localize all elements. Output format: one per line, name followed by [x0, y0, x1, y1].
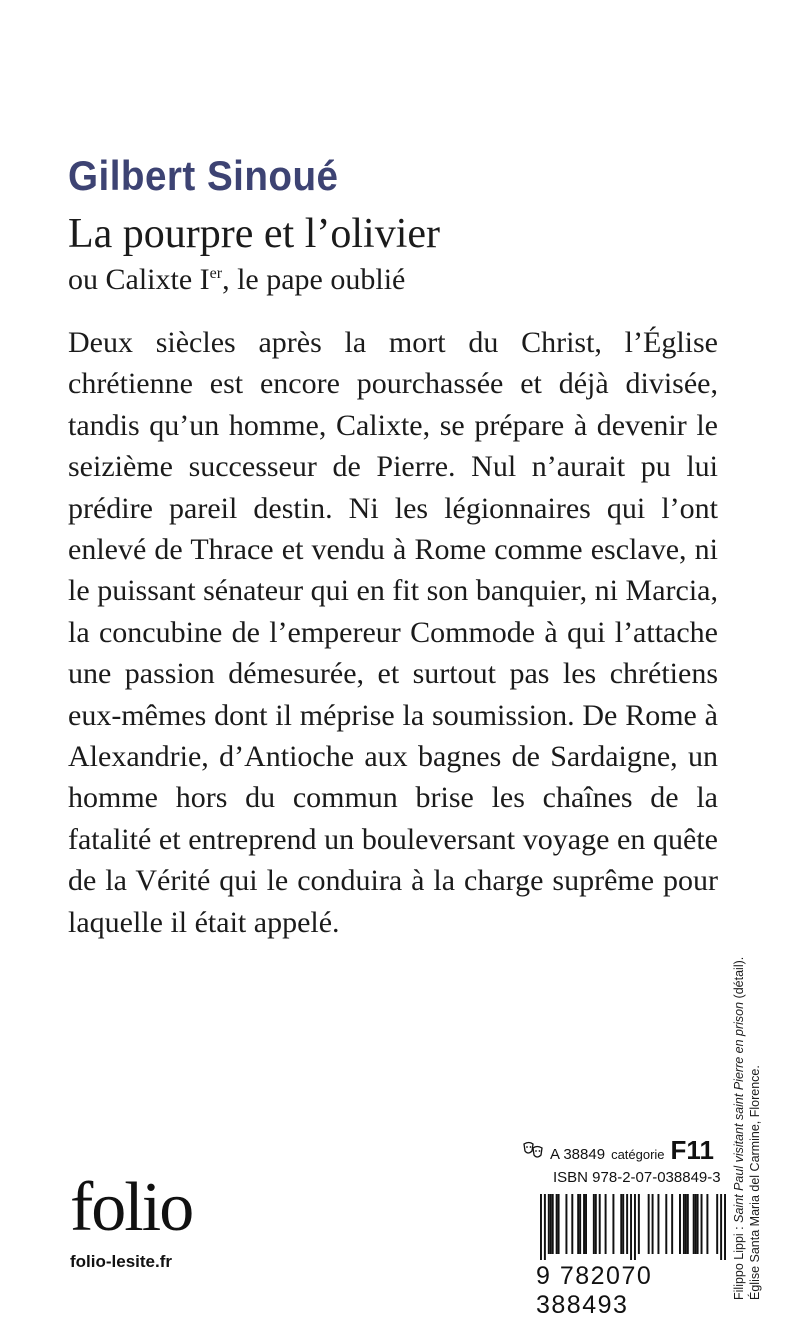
- credit-detail: (détail).: [732, 956, 746, 1002]
- subtitle-prefix: ou Calixte I: [68, 263, 210, 296]
- barcode-bar: [593, 1194, 595, 1254]
- barcode-bar: [720, 1194, 722, 1260]
- barcode-bar: [620, 1194, 622, 1254]
- barcode-bar: [544, 1194, 546, 1260]
- barcode-bar: [701, 1194, 703, 1254]
- barcode-bar: [685, 1194, 687, 1254]
- author-name: Gilbert Sinoué: [68, 152, 339, 199]
- barcode-bar: [716, 1194, 718, 1254]
- category-label: catégorie: [611, 1147, 665, 1162]
- barcode-bar: [550, 1194, 552, 1254]
- book-subtitle: [68, 263, 405, 297]
- theatre-masks-icon: [522, 1140, 544, 1160]
- back-cover-blurb: Deux siècles après la mort du Christ, l’Église chrétienne est encore pourchassée et déjà divisée, tandis qu’un homme, Calixte, se prépare à devenir le seizième successeur de Pierre. Nul n’aurait pu lui prédire pareil destin. Ni les légionnaires qui l’ont enlevé de Thrace et vendu à Rome comme esclave, ni le puissant sénateur qui en fit son banquier, ni Marcia, la concubine de l’empereur Commode à qui l’attache une passion démesurée, et surtout pas les chrétiens eux-mêmes dont il méprise la soumission. De Rome à Alexandrie, d’Antioche aux bagnes de Sardaigne, un homme hors du commun brise les chaînes de la fatalité et entreprend un bouleversant voyage en quête de la Vérité qui le conduira à la charge suprême pour laquelle il était appelé.: [68, 326, 718, 939]
- barcode-bar: [548, 1194, 550, 1254]
- isbn: ISBN 978-2-07-038849-3: [553, 1169, 721, 1186]
- barcode-bar: [724, 1194, 726, 1260]
- catalog-line: [522, 1135, 714, 1165]
- folio-logo: folio: [70, 1169, 193, 1246]
- barcode-bar: [622, 1194, 624, 1254]
- barcode-bar: [679, 1194, 681, 1254]
- barcode-bar: [556, 1194, 558, 1254]
- barcode-bar: [605, 1194, 607, 1254]
- barcode-bar: [540, 1194, 542, 1260]
- barcode-bar: [626, 1194, 628, 1254]
- barcode-bar: [693, 1194, 695, 1254]
- barcode-bar: [579, 1194, 581, 1254]
- credit-line-1: [731, 930, 747, 1300]
- barcode-bar: [634, 1194, 636, 1260]
- barcode-bar: [630, 1194, 632, 1260]
- credit-work: Saint Paul visitant saint Pierre en prison: [732, 1001, 746, 1223]
- category-code: F11: [670, 1135, 714, 1165]
- barcode-bar: [585, 1194, 587, 1254]
- barcode-bar: [665, 1194, 667, 1254]
- barcode-bar: [552, 1194, 554, 1254]
- barcode-bar: [683, 1194, 685, 1254]
- catalog-code: A 38849: [550, 1146, 606, 1163]
- credit-location: Église Santa Maria del Carmine, Florence.: [748, 1065, 762, 1300]
- barcode-bar: [657, 1194, 659, 1254]
- barcode-bar: [583, 1194, 585, 1254]
- book-title: La pourpre et l’olivier: [68, 211, 441, 257]
- credit-artist: Filippo Lippi :: [732, 1222, 746, 1300]
- barcode-bar: [612, 1194, 614, 1254]
- barcode-bar: [577, 1194, 579, 1254]
- barcode-bar: [571, 1194, 573, 1254]
- subtitle-superscript: er: [209, 265, 223, 282]
- barcode-bar: [652, 1194, 654, 1254]
- barcode-bar: [648, 1194, 650, 1254]
- barcode-bar: [671, 1194, 673, 1254]
- barcode-bar: [565, 1194, 567, 1254]
- barcode-bar: [687, 1194, 689, 1254]
- barcode-bar: [697, 1194, 699, 1254]
- barcode-bar: [706, 1194, 708, 1254]
- barcode-bar: [695, 1194, 697, 1254]
- barcode-bar: [558, 1194, 560, 1254]
- barcode-bar: [638, 1194, 640, 1254]
- publisher-website: folio-lesite.fr: [70, 1252, 173, 1271]
- barcode-digits: 9 782070 388493: [536, 1262, 653, 1319]
- barcode: [540, 1194, 726, 1260]
- barcode-bar: [599, 1194, 601, 1254]
- barcode-bar: [595, 1194, 597, 1254]
- image-credit: [731, 930, 767, 1300]
- subtitle-suffix: , le pape oublié: [222, 263, 406, 296]
